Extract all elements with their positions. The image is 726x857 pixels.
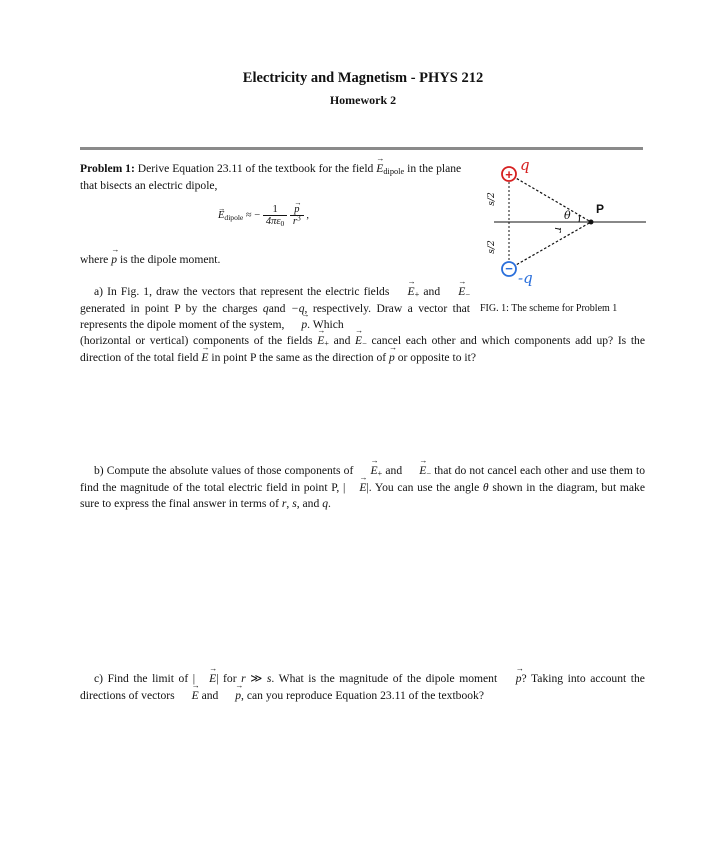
part-a-lead: a) In Fig. 1, draw the vectors that represent the electric fields → $E_+$ and → $E_-$ generated in point P by the charges qand −q, respectively. Draw a vector that represents the dipole moment of the system, → p. Which xyxy=(80,284,470,334)
minus-sign: − xyxy=(505,261,513,276)
line-minus-to-p xyxy=(509,222,591,269)
minus-q-label: -q xyxy=(518,269,533,287)
dipole-figure xyxy=(478,152,648,292)
plus-sign: + xyxy=(505,167,513,182)
dipole-equation: → $E_{dipole}$ ≈ − $\frac{1}{4\pi\varepsilon_0}$ → $\frac{p}{r^3}$ , xyxy=(218,204,309,227)
page-subtitle: Homework 2 xyxy=(329,93,397,107)
point-p-label: P xyxy=(596,202,605,216)
page-title: Electricity and Magnetism - PHYS 212 xyxy=(242,70,484,86)
line-plus-to-p xyxy=(509,174,591,222)
part-a-rest: (horizontal or vertical) components of the fields → $E_+$ and → $E_-$ cancel each other and which components add up? Is the direction of the total field → E in point P the same as the direction of → p or opposite to it? xyxy=(80,333,645,366)
problem1-intro: Problem 1: Derive Equation 23.11 of the textbook for the field → $E_{dipole}$ in the plane that bisects an electric dipole, xyxy=(80,161,472,194)
problem1-label: Problem 1: xyxy=(80,162,135,175)
figure-caption: FIG. 1: The scheme for Problem 1 xyxy=(480,303,618,314)
theta-label: θ xyxy=(564,209,571,222)
part-c: c) Find the limit of |→ E| for r ≫ s. What is the magnitude of the dipole moment → p? Taking into account the directions of vectors → E and → p, can you reproduce Equation 23.11 of the textbook? xyxy=(80,671,645,704)
q-label: q xyxy=(520,156,530,174)
s-half-top-label: s/2 xyxy=(487,192,497,206)
point-p-dot xyxy=(589,220,594,225)
part-b: b) Compute the absolute values of those components of → $E_+$ and → $E_-$ that do not cancel each other and use them to find the magnitude of the total electric field in point P, |→ E|. You can use the angle θ shown in the diagram, but make sure to express the final answer in terms of r, s, and q. xyxy=(80,463,645,513)
equation-fraction-2: → $\frac{p}{r^3}$ xyxy=(290,204,304,227)
r-label: r xyxy=(552,227,565,233)
s-half-bottom-label: s/2 xyxy=(487,240,497,254)
header-divider xyxy=(80,147,643,150)
where-line: where → p is the dipole moment. xyxy=(80,252,220,269)
equation-fraction-1: $\frac{1}{4\pi\varepsilon_0}$ xyxy=(263,204,287,227)
